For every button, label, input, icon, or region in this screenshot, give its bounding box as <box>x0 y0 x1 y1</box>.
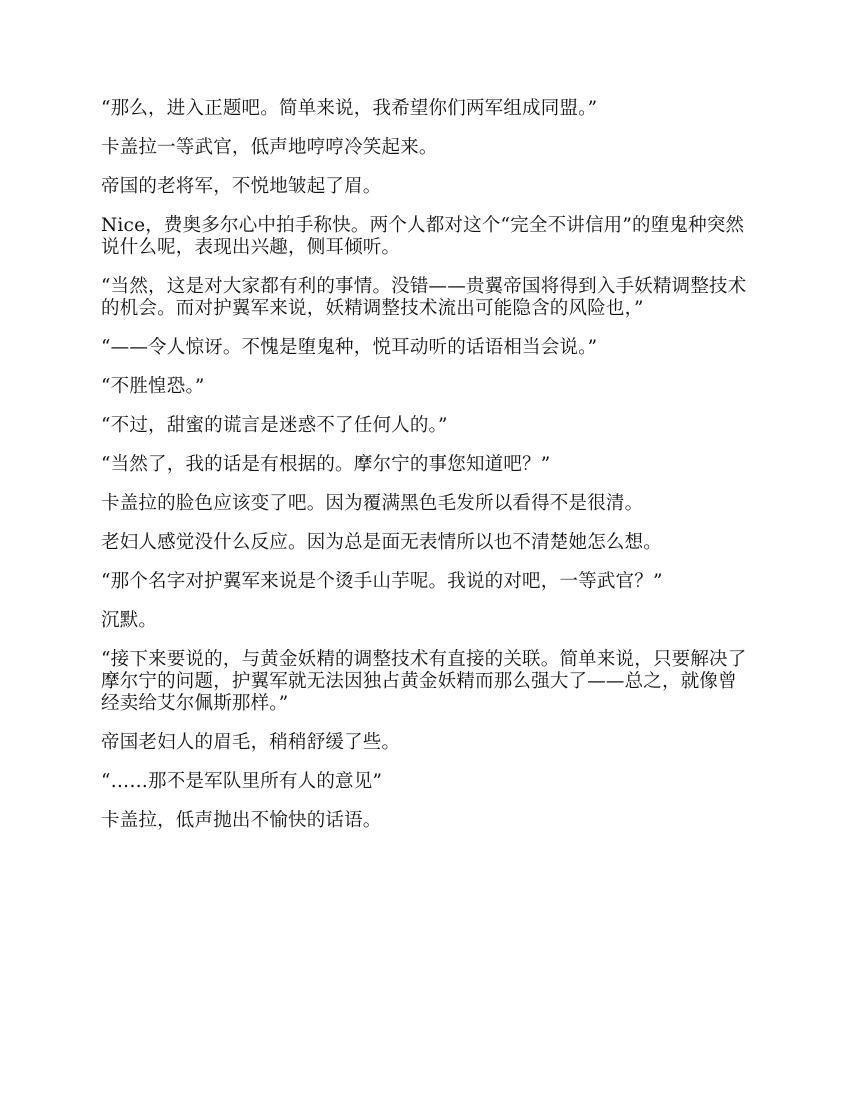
paragraph-16: “……那不是军队里所有人的意见” <box>101 771 383 792</box>
paragraph-10: 卡盖拉的脸色应该变了吧。因为覆满黑色毛发所以看得不是很清。 <box>101 493 644 514</box>
paragraph-9: “当然了，我的话是有根据的。摩尔宁的事您知道吧？” <box>101 454 551 475</box>
paragraph-13: 沉默。 <box>101 610 158 631</box>
paragraph-12: “那个名字对护翼军来说是个烫手山芋呢。我说的对吧，一等武官？” <box>101 571 663 592</box>
paragraph-7: “不胜惶恐。” <box>101 376 205 397</box>
paragraph-1: “那么，进入正题吧。简单来说，我希望你们两军组成同盟。” <box>101 98 598 119</box>
paragraph-6: “——令人惊讶。不愧是堕鬼种，悦耳动听的话语相当会说。” <box>101 337 598 358</box>
paragraph-2: 卡盖拉一等武官，低声地哼哼冷笑起来。 <box>101 137 438 158</box>
paragraph-4: Nice，费奥多尔心中拍手称快。两个人都对这个“完全不讲信用”的堕鬼种突然说什么呢，表现出兴趣，侧耳倾听。 <box>101 215 745 258</box>
paragraph-3: 帝国的老将军，不悦地皱起了眉。 <box>101 176 382 197</box>
paragraph-14: “接下来要说的，与黄金妖精的调整技术有直接的关联。简单来说，只要解决了摩尔宁的问题，护翼军就无法因独占黄金妖精而那么强大了——总之，就像曾经卖给艾尔佩斯那样。” <box>101 649 747 714</box>
paragraph-8: “不过，甜蜜的谎言是迷惑不了任何人的。” <box>101 415 448 436</box>
paragraph-17: 卡盖拉，低声抛出不愉快的话语。 <box>101 810 382 831</box>
body-text <box>101 98 751 849</box>
paragraph-15: 帝国老妇人的眉毛，稍稍舒缓了些。 <box>101 732 401 753</box>
paragraph-11: 老妇人感觉没什么反应。因为总是面无表情所以也不清楚她怎么想。 <box>101 532 663 553</box>
paragraph-5: “当然，这是对大家都有利的事情。没错——贵翼帝国将得到入手妖精调整技术的机会。而对护翼军来说，妖精调整技术流出可能隐含的风险也，” <box>101 276 747 319</box>
